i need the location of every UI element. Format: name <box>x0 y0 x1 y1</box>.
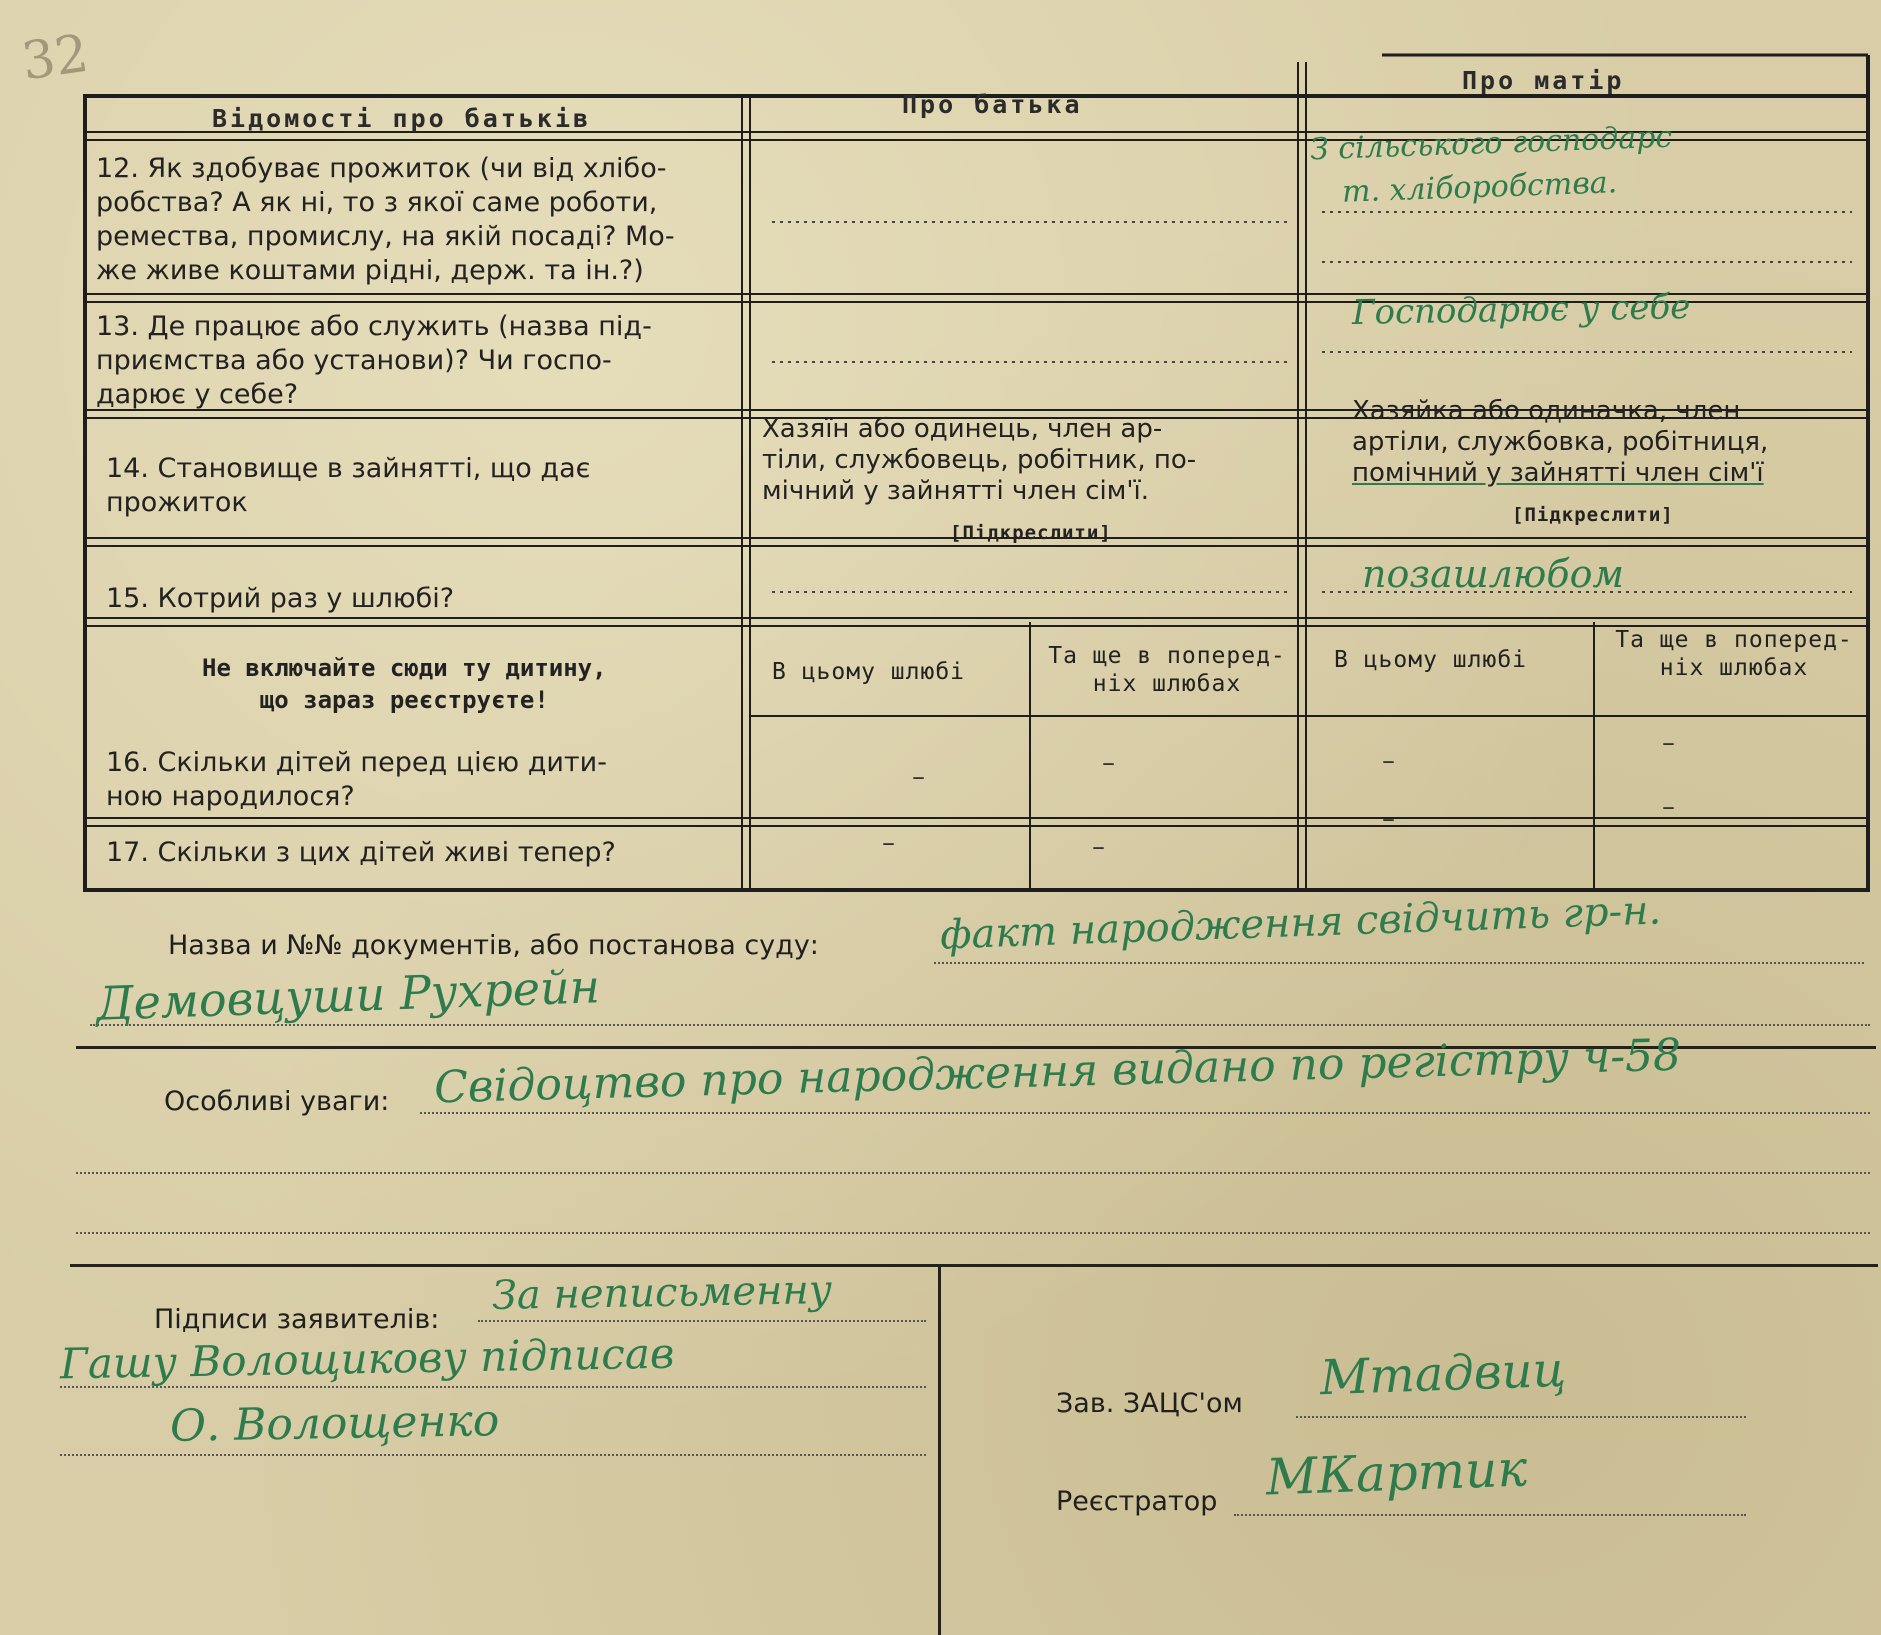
mother-income-line2: т. хліборобства. <box>1341 165 1618 210</box>
applicants-signatures-label: Підписи заявителів: <box>154 1304 440 1335</box>
mother-children-prev: – <box>1662 728 1675 758</box>
documents-handwritten-1: факт народження свідчить гр-н. <box>939 887 1662 959</box>
father-alive-prev: – <box>1092 832 1105 862</box>
header-about-mother: Про матір <box>1462 66 1625 95</box>
remarks-handwritten: Свідоцтво про народження видано по регістру ч-58 <box>433 1029 1682 1114</box>
documents-label: Назва и №№ документів, або постанова суду: <box>168 930 819 961</box>
question-12: 12. Як здобуває прожиток (чи від хлібо- робства? А як ні, то з якої саме роботи, ремества, промислу, на якій посаді? Мо- же живе коштами рідні, держ. та ін.?) <box>96 153 675 286</box>
remarks-separator <box>70 1264 1878 1267</box>
parents-info-table <box>82 52 1872 894</box>
applicants-line-2 <box>60 1386 926 1388</box>
applicants-line-1 <box>478 1320 926 1322</box>
mother-alive-prev: – <box>1662 792 1675 822</box>
remarks-label: Особливі уваги: <box>164 1086 390 1117</box>
documents-line-2 <box>90 1024 1870 1026</box>
header-about-father: Про батька <box>902 90 1083 119</box>
head-zags-label: Зав. ЗАЦС'ом <box>1056 1388 1243 1419</box>
mother-this-marriage: В цьому шлюбі <box>1334 647 1528 673</box>
mother-marriage-count: позашлюбом <box>1362 552 1624 596</box>
applicants-handwritten-3: О. Волощенко <box>169 1395 500 1452</box>
head-zags-signature: Мтадвиц <box>1319 1341 1567 1407</box>
father-children-this: – <box>912 762 925 792</box>
remarks-line-1 <box>420 1112 1870 1114</box>
applicants-handwritten-1: За неписьменну <box>491 1267 833 1319</box>
page-number-note: 32 <box>18 23 93 93</box>
remarks-line-2 <box>76 1172 1870 1174</box>
registrar-signature: МКартик <box>1265 1439 1529 1507</box>
mother-alive-this: – <box>1382 804 1395 834</box>
notice-exclude-child: Не включайте сюди ту дитину, що зараз реєструєте! <box>202 654 607 714</box>
documents-handwritten-2: Демовцуши Рухрейн <box>95 959 601 1031</box>
mother-workplace: Господарює у себе <box>1351 287 1691 333</box>
mother-previous-marriages: Та ще в поперед- ніх шлюбах <box>1615 627 1853 681</box>
signature-divider <box>938 1264 941 1635</box>
head-zags-line <box>1296 1416 1746 1418</box>
mother-position-options: Хазяйка або одиначка, член артіли, службовка, робітниця, помічний у зайнятті член сім'ї <box>1352 396 1769 488</box>
mother-income-line1: З сільського господарс <box>1309 119 1673 168</box>
father-children-prev: – <box>1102 748 1115 778</box>
father-alive-this: – <box>882 828 895 858</box>
question-13: 13. Де працює або служить (назва під- приємства або установи)? Чи госпо- дарює у себе? <box>96 311 652 410</box>
applicants-line-3 <box>60 1454 926 1456</box>
documents-line-1 <box>934 962 1864 964</box>
question-16: 16. Скільки дітей перед цією дити- ною народилося? <box>106 747 607 812</box>
question-15: 15. Котрий раз у шлюбі? <box>106 583 455 614</box>
header-parents-info: Відомості про батьків <box>212 104 592 133</box>
mother-children-this: – <box>1382 746 1395 776</box>
question-14: 14. Становище в зайнятті, що дає прожиток <box>106 453 591 518</box>
father-previous-marriages: Та ще в поперед- ніх шлюбах <box>1048 643 1286 697</box>
registrar-line <box>1234 1514 1746 1516</box>
father-position-options: Хазяїн або одинець, член ар- тіли, службовець, робітник, по- мічний у зайнятті член сім'ї. <box>762 414 1197 506</box>
applicants-handwritten-2: Гашу Волощикову підписав <box>59 1328 675 1389</box>
registrar-label: Реєстратор <box>1056 1486 1218 1517</box>
father-this-marriage: В цьому шлюбі <box>772 659 966 685</box>
question-17: 17. Скільки з цих дітей живі тепер? <box>106 837 616 868</box>
father-underline-note: [Підкреслити] <box>950 522 1112 544</box>
remarks-line-3 <box>76 1232 1870 1234</box>
mother-underline-note: [Підкреслити] <box>1512 504 1674 526</box>
